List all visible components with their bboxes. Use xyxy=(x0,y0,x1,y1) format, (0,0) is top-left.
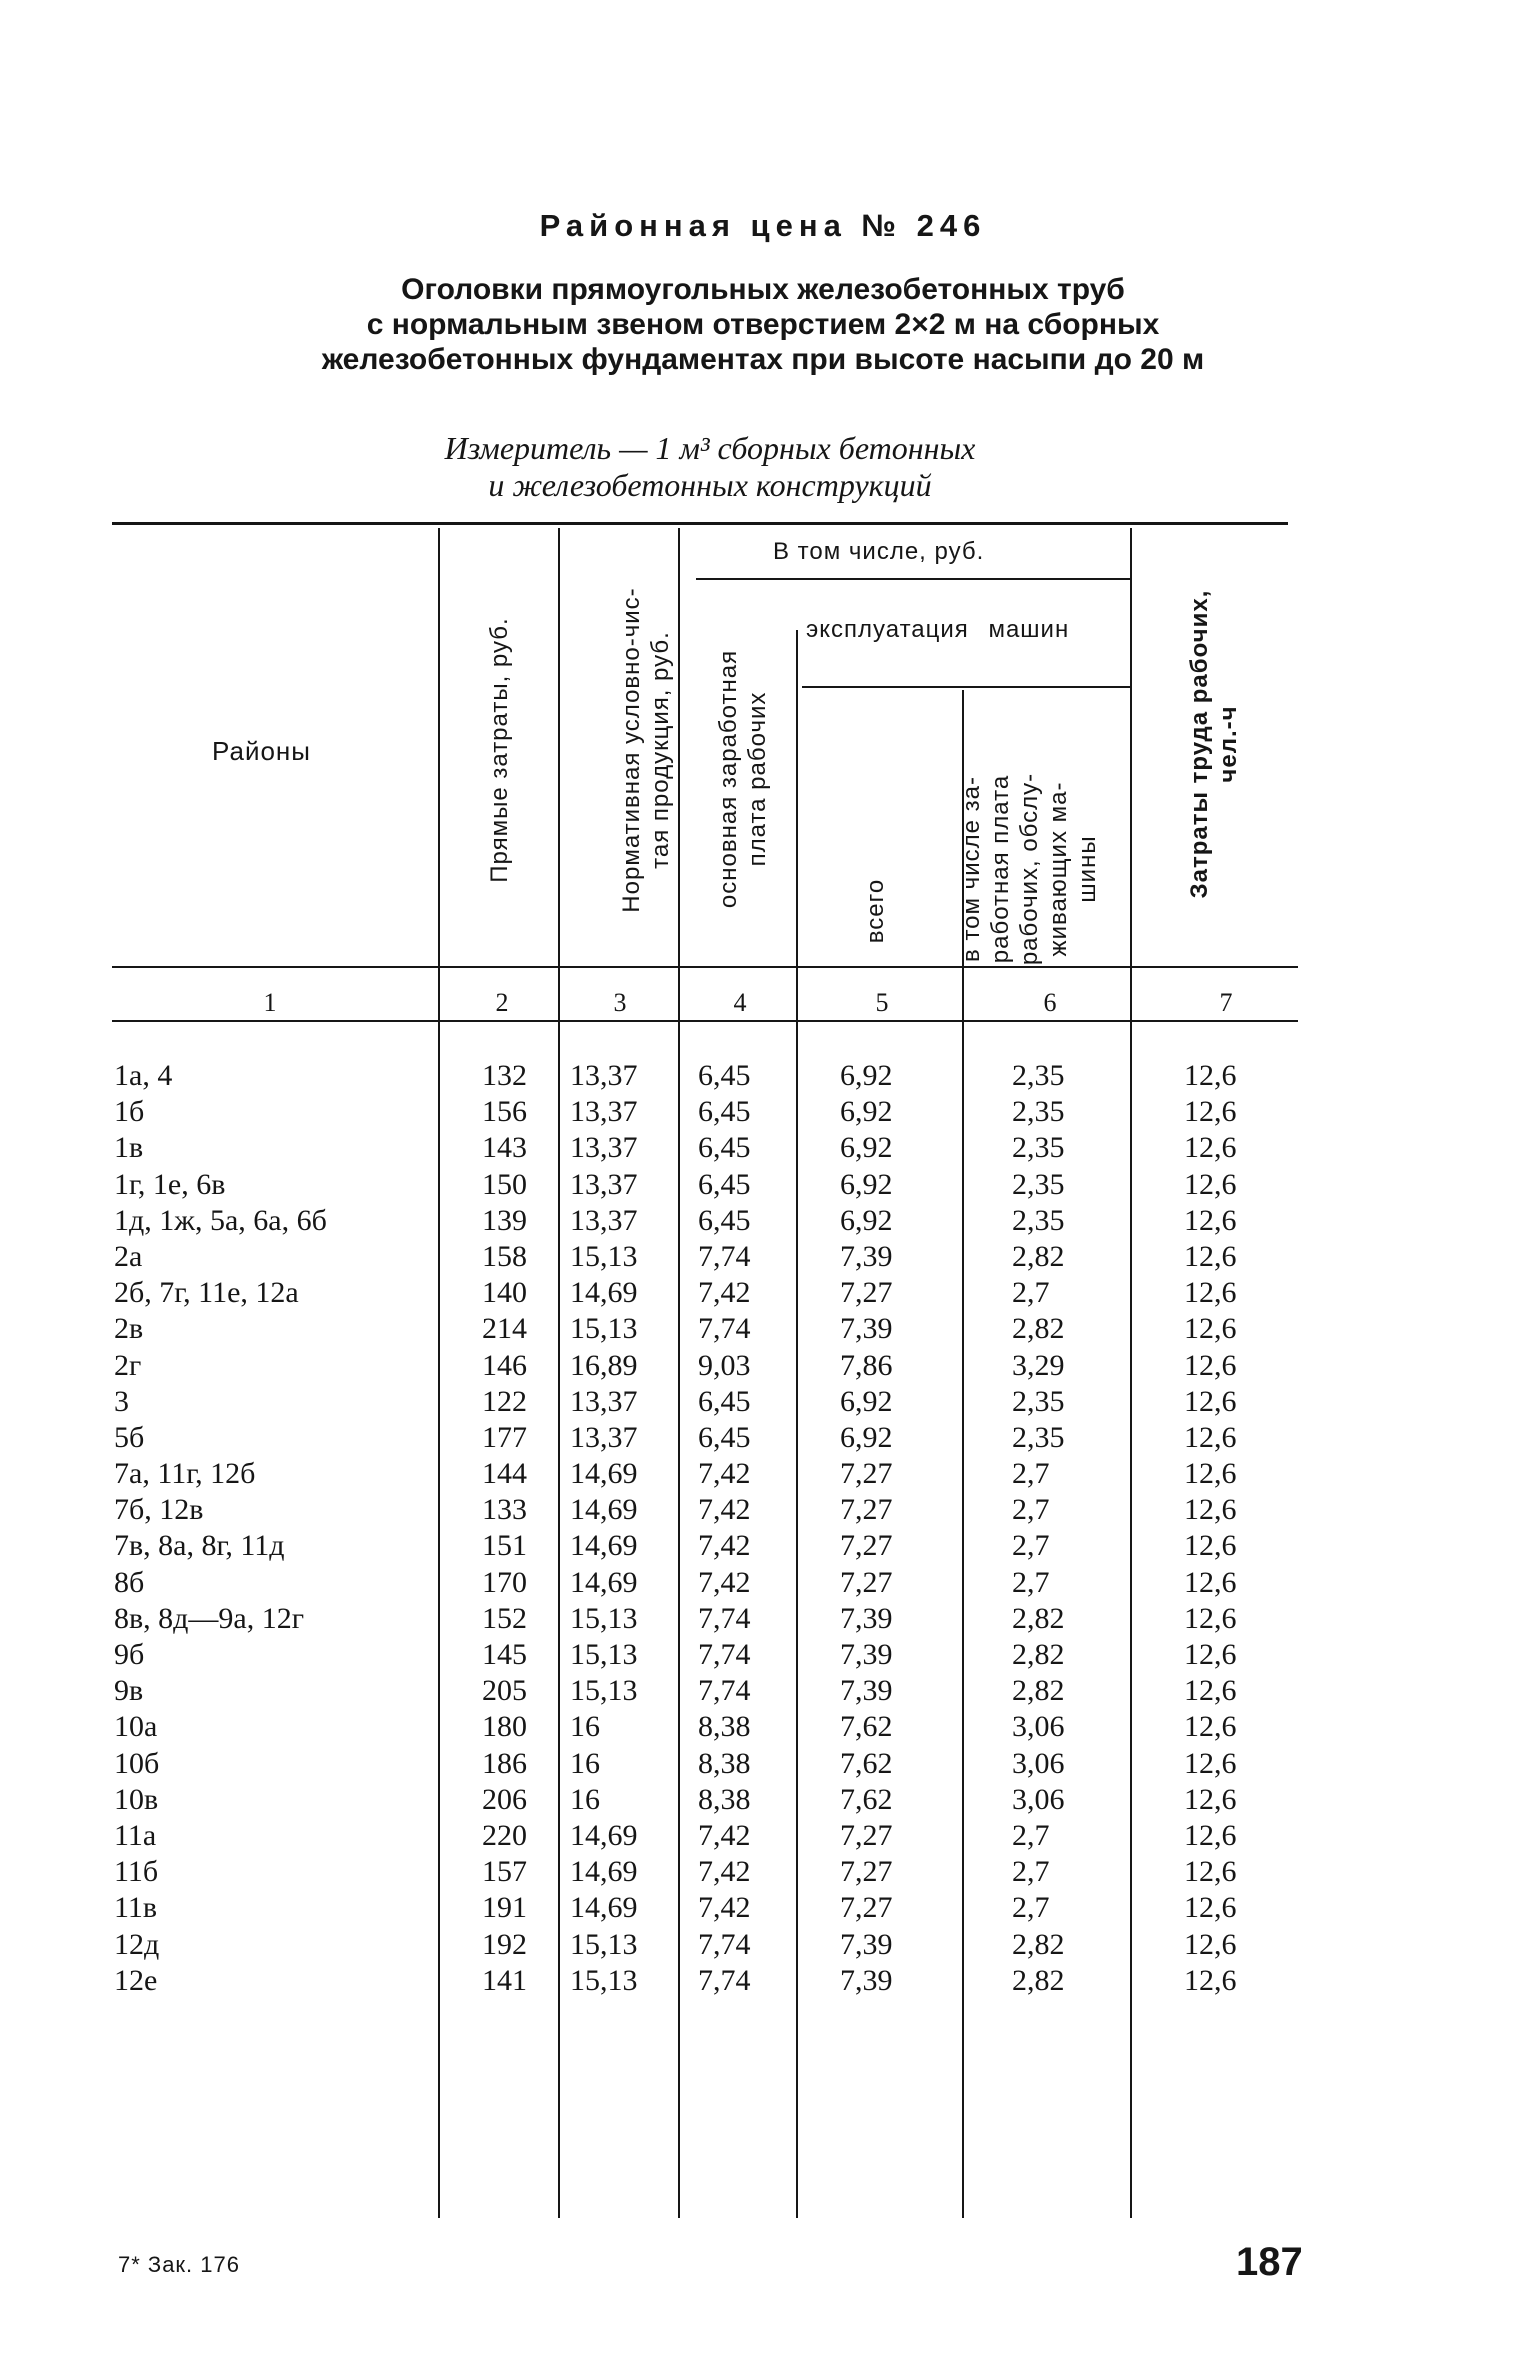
table-row xyxy=(0,1167,1526,1203)
cell-direct-costs: 144 xyxy=(482,1457,527,1491)
column-number-5: 5 xyxy=(875,988,889,1017)
cell-normative: 16 xyxy=(570,1782,600,1816)
cell-machines-total: 7,27 xyxy=(840,1891,893,1925)
table-row xyxy=(0,1601,1526,1637)
cell-machines-wage: 3,06 xyxy=(1012,1710,1065,1744)
cell-machines-total: 7,39 xyxy=(840,1601,893,1635)
cell-direct-costs: 186 xyxy=(482,1746,527,1780)
cell-base-wage: 7,74 xyxy=(698,1638,751,1671)
cell-normative: 13,37 xyxy=(570,1203,638,1237)
cell-machines-wage: 3,06 xyxy=(1012,1782,1065,1816)
table-row xyxy=(0,1854,1526,1890)
cell-machines-total: 7,27 xyxy=(840,1818,893,1852)
cell-region: 2а xyxy=(114,1239,143,1273)
cell-labor: 12,6 xyxy=(1184,1818,1237,1852)
cell-labor: 12,6 xyxy=(1184,1746,1237,1780)
cell-machines-wage: 2,35 xyxy=(1012,1167,1065,1201)
cell-direct-costs: 191 xyxy=(482,1891,527,1925)
cell-labor: 12,6 xyxy=(1184,1312,1237,1346)
cell-base-wage: 8,38 xyxy=(698,1746,751,1780)
cell-direct-costs: 132 xyxy=(482,1059,527,1092)
cell-base-wage: 6,45 xyxy=(698,1095,751,1129)
cell-direct-costs: 152 xyxy=(482,1601,527,1635)
cell-normative: 16,89 xyxy=(570,1348,638,1382)
table-row xyxy=(0,1709,1526,1745)
cell-base-wage: 7,42 xyxy=(698,1493,751,1527)
header-base-wage: основная заработная плата рабочих xyxy=(715,649,771,909)
cell-direct-costs: 180 xyxy=(482,1710,527,1744)
cell-machines-wage: 2,82 xyxy=(1012,1638,1065,1671)
cell-base-wage: 6,45 xyxy=(698,1167,751,1201)
table-row xyxy=(0,1094,1526,1130)
cell-direct-costs: 139 xyxy=(482,1203,527,1237)
cell-region: 8в, 8д—9а, 12г xyxy=(114,1601,305,1635)
machines-rule xyxy=(802,686,1130,688)
subtitle-line-1: Оголовки прямоугольных железобетонных труб xyxy=(401,273,1125,306)
cell-region: 2в xyxy=(114,1312,144,1346)
cell-labor: 12,6 xyxy=(1184,1529,1237,1563)
cell-base-wage: 7,74 xyxy=(698,1239,751,1273)
cell-labor: 12,6 xyxy=(1184,1782,1237,1816)
cell-region: 11в xyxy=(114,1891,158,1925)
cell-machines-wage: 2,7 xyxy=(1012,1818,1050,1852)
column-number-4: 4 xyxy=(733,988,747,1017)
cell-region: 11б xyxy=(114,1855,159,1889)
cell-normative: 13,37 xyxy=(570,1384,638,1418)
cell-region: 10б xyxy=(114,1746,160,1780)
cell-region: 9б xyxy=(114,1638,145,1671)
cell-machines-wage: 3,29 xyxy=(1012,1348,1065,1382)
cell-base-wage: 7,42 xyxy=(698,1565,751,1599)
including-rule xyxy=(696,578,1130,580)
cell-machines-total: 7,27 xyxy=(840,1276,893,1310)
cell-direct-costs: 151 xyxy=(482,1529,527,1563)
cell-machines-total: 7,39 xyxy=(840,1239,893,1273)
table-row xyxy=(0,1818,1526,1854)
cell-machines-wage: 2,35 xyxy=(1012,1420,1065,1454)
cell-machines-total: 7,62 xyxy=(840,1710,893,1744)
cell-machines-total: 6,92 xyxy=(840,1167,893,1201)
measure-line-2: и железобетонных конструкций xyxy=(488,467,932,503)
cell-normative: 13,37 xyxy=(570,1059,638,1092)
cell-region: 1в xyxy=(114,1131,144,1165)
table-row xyxy=(0,1348,1526,1384)
cell-machines-total: 6,92 xyxy=(840,1059,893,1092)
cell-labor: 12,6 xyxy=(1184,1131,1237,1165)
cell-base-wage: 9,03 xyxy=(698,1348,751,1382)
table-row xyxy=(0,1239,1526,1275)
document-subtitle xyxy=(0,272,1526,377)
cell-labor: 12,6 xyxy=(1184,1239,1237,1273)
cell-base-wage: 7,42 xyxy=(698,1529,751,1563)
cell-machines-wage: 2,7 xyxy=(1012,1493,1050,1527)
table-body xyxy=(0,1058,1526,1999)
cell-machines-total: 7,39 xyxy=(840,1927,893,1961)
cell-region: 10в xyxy=(114,1782,159,1816)
cell-machines-wage: 2,7 xyxy=(1012,1565,1050,1599)
table-row xyxy=(0,1420,1526,1456)
cell-region: 2б, 7г, 11е, 12а xyxy=(114,1276,299,1310)
cell-region: 7а, 11г, 12б xyxy=(114,1457,256,1491)
cell-machines-total: 7,27 xyxy=(840,1457,893,1491)
cell-machines-total: 6,92 xyxy=(840,1420,893,1454)
column-number-3: 3 xyxy=(613,988,627,1017)
cell-machines-wage: 2,35 xyxy=(1012,1203,1065,1237)
cell-machines-wage: 2,7 xyxy=(1012,1891,1050,1925)
cell-normative: 14,69 xyxy=(570,1276,638,1310)
header-total: всего xyxy=(862,878,889,944)
cell-base-wage: 6,45 xyxy=(698,1420,751,1454)
cell-labor: 12,6 xyxy=(1184,1927,1237,1961)
header-incl-wage: в том числе за- работная плата рабочих, обслу- живающих ма- шины xyxy=(958,772,1101,966)
cell-region: 1г, 1е, 6в xyxy=(114,1167,226,1201)
cell-machines-wage: 2,82 xyxy=(1012,1601,1065,1635)
cell-direct-costs: 157 xyxy=(482,1855,527,1889)
cell-labor: 12,6 xyxy=(1184,1059,1237,1092)
cell-machines-total: 7,27 xyxy=(840,1565,893,1599)
cell-direct-costs: 192 xyxy=(482,1927,527,1961)
table-row xyxy=(0,1782,1526,1818)
table-row xyxy=(0,1130,1526,1166)
subtitle-line-2: с нормальным звеном отверстием 2×2 м на сборных xyxy=(366,308,1160,341)
cell-machines-total: 6,92 xyxy=(840,1095,893,1129)
cell-base-wage: 7,42 xyxy=(698,1457,751,1491)
cell-normative: 14,69 xyxy=(570,1493,638,1527)
cell-region: 10а xyxy=(114,1710,158,1744)
header-bottom-rule xyxy=(112,966,1298,968)
cell-direct-costs: 214 xyxy=(482,1312,527,1346)
cell-normative: 15,13 xyxy=(570,1963,638,1997)
cell-labor: 12,6 xyxy=(1184,1855,1237,1889)
cell-base-wage: 7,42 xyxy=(698,1855,751,1889)
cell-direct-costs: 158 xyxy=(482,1239,527,1273)
header-direct-costs: Прямые затраты, руб. xyxy=(486,617,513,883)
cell-normative: 15,13 xyxy=(570,1239,638,1273)
table-row xyxy=(0,1275,1526,1311)
cell-region: 1д, 1ж, 5а, 6а, 6б xyxy=(114,1203,327,1237)
header-regions: Районы xyxy=(212,736,311,766)
cell-machines-total: 6,92 xyxy=(840,1203,893,1237)
cell-labor: 12,6 xyxy=(1184,1167,1237,1201)
cell-region: 7в, 8а, 8г, 11д xyxy=(114,1529,285,1563)
table-row xyxy=(0,1058,1526,1094)
cell-base-wage: 8,38 xyxy=(698,1710,751,1744)
cell-region: 8б xyxy=(114,1565,145,1599)
cell-region: 3 xyxy=(114,1384,129,1418)
cell-labor: 12,6 xyxy=(1184,1348,1237,1382)
measure-line-1: Измеритель — 1 м³ сборных бетонных xyxy=(444,430,976,466)
cell-machines-wage: 2,35 xyxy=(1012,1131,1065,1165)
cell-base-wage: 6,45 xyxy=(698,1059,751,1092)
table-row xyxy=(0,1746,1526,1782)
table-row xyxy=(0,1565,1526,1601)
measure-unit xyxy=(0,430,1420,504)
cell-base-wage: 6,45 xyxy=(698,1384,751,1418)
cell-normative: 16 xyxy=(570,1710,600,1744)
cell-region: 1а, 4 xyxy=(114,1059,173,1092)
cell-direct-costs: 145 xyxy=(482,1638,527,1671)
cell-direct-costs: 146 xyxy=(482,1348,527,1382)
cell-normative: 16 xyxy=(570,1746,600,1780)
cell-normative: 13,37 xyxy=(570,1095,638,1129)
cell-region: 11а xyxy=(114,1818,157,1852)
cell-machines-wage: 2,82 xyxy=(1012,1674,1065,1708)
header-labor: Затраты труда рабочих, чел.-ч xyxy=(1186,589,1242,899)
cell-machines-wage: 2,35 xyxy=(1012,1095,1065,1129)
cell-base-wage: 7,42 xyxy=(698,1276,751,1310)
cell-base-wage: 7,74 xyxy=(698,1312,751,1346)
cell-base-wage: 6,45 xyxy=(698,1203,751,1237)
column-number-1: 1 xyxy=(263,988,277,1017)
cell-machines-total: 7,27 xyxy=(840,1493,893,1527)
cell-base-wage: 7,42 xyxy=(698,1891,751,1925)
cell-machines-total: 7,62 xyxy=(840,1746,893,1780)
cell-machines-total: 7,62 xyxy=(840,1782,893,1816)
cell-normative: 13,37 xyxy=(570,1131,638,1165)
table-row xyxy=(0,1203,1526,1239)
cell-machines-total: 7,27 xyxy=(840,1529,893,1563)
cell-base-wage: 7,74 xyxy=(698,1601,751,1635)
table-row xyxy=(0,1492,1526,1528)
cell-direct-costs: 206 xyxy=(482,1782,527,1816)
cell-labor: 12,6 xyxy=(1184,1457,1237,1491)
cell-direct-costs: 141 xyxy=(482,1963,527,1997)
cell-machines-wage: 2,7 xyxy=(1012,1855,1050,1889)
page-heading: Районная цена № 246 xyxy=(539,208,987,243)
cell-machines-total: 6,92 xyxy=(840,1384,893,1418)
cell-region: 12д xyxy=(114,1927,160,1961)
cell-machines-total: 7,39 xyxy=(840,1638,893,1671)
cell-machines-wage: 2,82 xyxy=(1012,1312,1065,1346)
cell-normative: 15,13 xyxy=(570,1674,638,1708)
cell-labor: 12,6 xyxy=(1184,1276,1237,1310)
header-including: В том числе, руб. xyxy=(773,538,985,565)
cell-labor: 12,6 xyxy=(1184,1891,1237,1925)
cell-normative: 15,13 xyxy=(570,1312,638,1346)
cell-normative: 14,69 xyxy=(570,1529,638,1563)
table-row xyxy=(0,1890,1526,1926)
cell-region: 1б xyxy=(114,1095,145,1129)
cell-labor: 12,6 xyxy=(1184,1710,1237,1744)
header-normative: Нормативная условно-чис- тая продукция, руб. xyxy=(618,587,674,913)
cell-labor: 12,6 xyxy=(1184,1963,1237,1997)
table-row xyxy=(0,1637,1526,1673)
column-number-2: 2 xyxy=(495,988,509,1017)
table-top-rule xyxy=(112,522,1288,525)
cell-normative: 14,69 xyxy=(570,1855,638,1889)
table-row xyxy=(0,1963,1526,1999)
table-row xyxy=(0,1311,1526,1347)
cell-region: 12е xyxy=(114,1963,158,1997)
table-row xyxy=(0,1384,1526,1420)
cell-normative: 14,69 xyxy=(570,1457,638,1491)
cell-direct-costs: 140 xyxy=(482,1276,527,1310)
cell-machines-total: 6,92 xyxy=(840,1131,893,1165)
cell-machines-wage: 2,82 xyxy=(1012,1963,1065,1997)
cell-machines-wage: 2,82 xyxy=(1012,1239,1065,1273)
cell-normative: 14,69 xyxy=(570,1891,638,1925)
cell-normative: 13,37 xyxy=(570,1167,638,1201)
cell-direct-costs: 205 xyxy=(482,1674,527,1708)
table-row xyxy=(0,1456,1526,1492)
cell-direct-costs: 177 xyxy=(482,1420,527,1454)
cell-normative: 15,13 xyxy=(570,1638,638,1671)
header-machines: эксплуатация машин xyxy=(806,616,1070,643)
cell-labor: 12,6 xyxy=(1184,1565,1237,1599)
table-row xyxy=(0,1673,1526,1709)
cell-machines-wage: 2,7 xyxy=(1012,1529,1050,1563)
cell-base-wage: 6,45 xyxy=(698,1131,751,1165)
cell-labor: 12,6 xyxy=(1184,1601,1237,1635)
footer-order: 7* Зак. 176 xyxy=(118,2252,240,2277)
cell-labor: 12,6 xyxy=(1184,1638,1237,1671)
cell-direct-costs: 133 xyxy=(482,1493,527,1527)
cell-machines-total: 7,39 xyxy=(840,1674,893,1708)
cell-machines-wage: 3,06 xyxy=(1012,1746,1065,1780)
cell-normative: 15,13 xyxy=(570,1601,638,1635)
cell-labor: 12,6 xyxy=(1184,1493,1237,1527)
table-row xyxy=(0,1528,1526,1564)
cell-base-wage: 7,42 xyxy=(698,1818,751,1852)
cell-direct-costs: 220 xyxy=(482,1818,527,1852)
cell-machines-wage: 2,35 xyxy=(1012,1059,1065,1092)
cell-direct-costs: 143 xyxy=(482,1131,527,1165)
column-number-rule xyxy=(112,1020,1298,1022)
cell-machines-total: 7,86 xyxy=(840,1348,893,1382)
cell-normative: 13,37 xyxy=(570,1420,638,1454)
cell-base-wage: 8,38 xyxy=(698,1782,751,1816)
cell-normative: 15,13 xyxy=(570,1927,638,1961)
cell-labor: 12,6 xyxy=(1184,1384,1237,1418)
cell-machines-total: 7,27 xyxy=(840,1855,893,1889)
cell-base-wage: 7,74 xyxy=(698,1963,751,1997)
page-number: 187 xyxy=(1236,2240,1303,2284)
cell-direct-costs: 156 xyxy=(482,1095,527,1129)
table-row xyxy=(0,1927,1526,1963)
cell-direct-costs: 170 xyxy=(482,1565,527,1599)
cell-region: 5б xyxy=(114,1420,145,1454)
cell-labor: 12,6 xyxy=(1184,1420,1237,1454)
cell-machines-total: 7,39 xyxy=(840,1963,893,1997)
cell-machines-total: 7,39 xyxy=(840,1312,893,1346)
cell-normative: 14,69 xyxy=(570,1565,638,1599)
cell-labor: 12,6 xyxy=(1184,1674,1237,1708)
cell-direct-costs: 150 xyxy=(482,1167,527,1201)
cell-machines-wage: 2,7 xyxy=(1012,1276,1050,1310)
cell-region: 7б, 12в xyxy=(114,1493,204,1527)
subtitle-line-3: железобетонных фундаментах при высоте насыпи до 20 м xyxy=(321,343,1205,376)
cell-direct-costs: 122 xyxy=(482,1384,527,1418)
cell-normative: 14,69 xyxy=(570,1818,638,1852)
cell-base-wage: 7,74 xyxy=(698,1927,751,1961)
cell-region: 9в xyxy=(114,1674,144,1708)
cell-labor: 12,6 xyxy=(1184,1095,1237,1129)
cell-labor: 12,6 xyxy=(1184,1203,1237,1237)
cell-machines-wage: 2,7 xyxy=(1012,1457,1050,1491)
column-number-7: 7 xyxy=(1219,988,1233,1017)
column-number-6: 6 xyxy=(1043,988,1057,1017)
cell-machines-wage: 2,82 xyxy=(1012,1927,1065,1961)
cell-machines-wage: 2,35 xyxy=(1012,1384,1065,1418)
cell-base-wage: 7,74 xyxy=(698,1674,751,1708)
cell-region: 2г xyxy=(114,1348,142,1382)
